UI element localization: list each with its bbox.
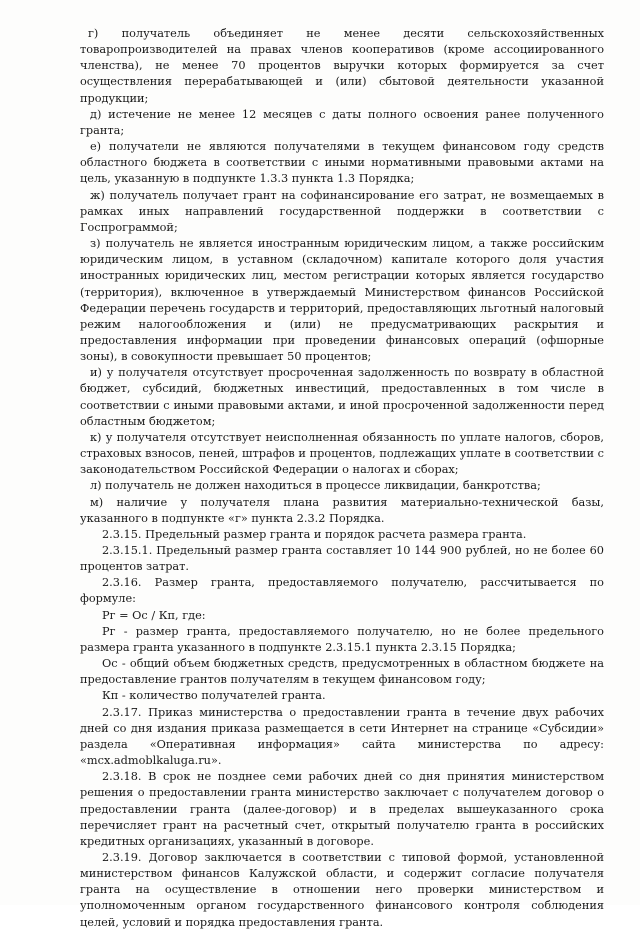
paragraph-k: к) у получателя отсутствует неисполненная обязанность по уплате налогов, сборов, страховых взносов, пеней, штрафов и процентов, подлежащих уплате в соответствии с законодательством Российской Федерации о налогах и сборах; [80, 430, 604, 477]
formula-rg-definition: Рг - размер гранта, предоставляемого получателю, но не более предельного размера гранта указанного в подпункте 2.3.15.1 пункта 2.3.15 Порядка; [80, 624, 604, 654]
clause-2-3-16: 2.3.16. Размер гранта, предоставляемого получателю, рассчитывается по формуле: [80, 576, 604, 606]
paragraph-l: л) получатель не должен находиться в процессе ликвидации, банкротства; [90, 479, 541, 493]
formula-kp-definition: Кп - количество получателей гранта. [102, 689, 326, 703]
clause-2-3-18: 2.3.18. В срок не позднее семи рабочих дней со дня принятия министерством решения о предоставлении гранта министерство заключает с получателем договор о предоставлении гранта (далее-договор) и в пределах вышеуказанного срока перечисляет грант на расчетный счет, открытый получателю гранта в российских кредитных организациях, указанный в договоре. [80, 770, 604, 848]
formula-line: Рг = Ос / Кп, где: [102, 608, 206, 622]
clause-2-3-15-1: 2.3.15.1. Предельный размер гранта составляет 10 144 900 рублей, но не более 60 процентов затрат. [80, 544, 604, 574]
formula-os-definition: Ос - общий объем бюджетных средств, предусмотренных в областном бюджете на предоставление грантов получателям в текущем финансовом году; [80, 657, 604, 687]
clause-2-3-17: 2.3.17. Приказ министерства о предоставлении гранта в течение двух рабочих дней со дня издания приказа размещается в сети Интернет на странице «Субсидии» раздела «Оперативная информация» сайта министерства по адресу: «mcx.admoblkaluga.ru». [80, 705, 604, 768]
paragraph-i: и) у получателя отсутствует просроченная задолженность по возврату в областной бюджет, субсидий, бюджетных инвестиций, предоставленных в том числе в соответствии с иными правовыми актами, и иной просроченной задолженности перед областным бюджетом; [80, 366, 604, 428]
paragraph-zh: ж) получатель получает грант на софинансирование его затрат, не возмещаемых в рамках иных направлений государственной поддержки в соответствии с Госпрограммой; [80, 188, 604, 234]
paragraph-e: е) получатели не являются получателями в текущем финансовом году средств областного бюджета в соответствии с иными нормативными правовыми актами на цель, указанную в подпункте 1.3.3 пункта 1.3 Порядка; [80, 140, 604, 186]
paragraph-g: г) получатель объединяет не менее десяти сельскохозяйственных товаропроизводителей на правах членов кооперативов (кроме ассоциированного членства), не менее 70 процентов выручки которых формируется за счет осуществления перерабатывающей и (или) сбытовой деятельности указанной продукции; [80, 27, 604, 105]
clause-2-3-19: 2.3.19. Договор заключается в соответствии с типовой формой, установленной министерством финансов Калужской области, и содержит согласие получателя гранта на осуществление в отношении него проверки министерством и уполномоченным органом государственного финансового контроля соблюдения целей, условий и порядка предоставления гранта. [80, 850, 604, 929]
paragraph-m: м) наличие у получателя плана развития материально-технической базы, указанного в подпункте «г» пункта 2.3.2 Порядка. [80, 495, 604, 525]
clause-2-3-15: 2.3.15. Предельный размер гранта и порядок расчета размера гранта. [102, 527, 527, 541]
paragraph-d: д) истечение не менее 12 месяцев с даты полного освоения ранее полученного гранта; [80, 107, 604, 137]
paragraph-z: з) получатель не является иностранным юридическим лицом, а также российским юридическим лицом, в уставном (складочном) капитале которого доля участия иностранных юридических лиц, местом регистрации которых является государство (территория), включенное в утверждаемый Министерством финансов Российской Федерации перечень государств и территорий, предоставляющих льготный налоговый режим налогообложения и (или) не предусматривающих раскрытия и предоставления информации при проведении финансовых операций (офшорные зоны), в совокупности превышает 50 процентов; [80, 237, 604, 364]
